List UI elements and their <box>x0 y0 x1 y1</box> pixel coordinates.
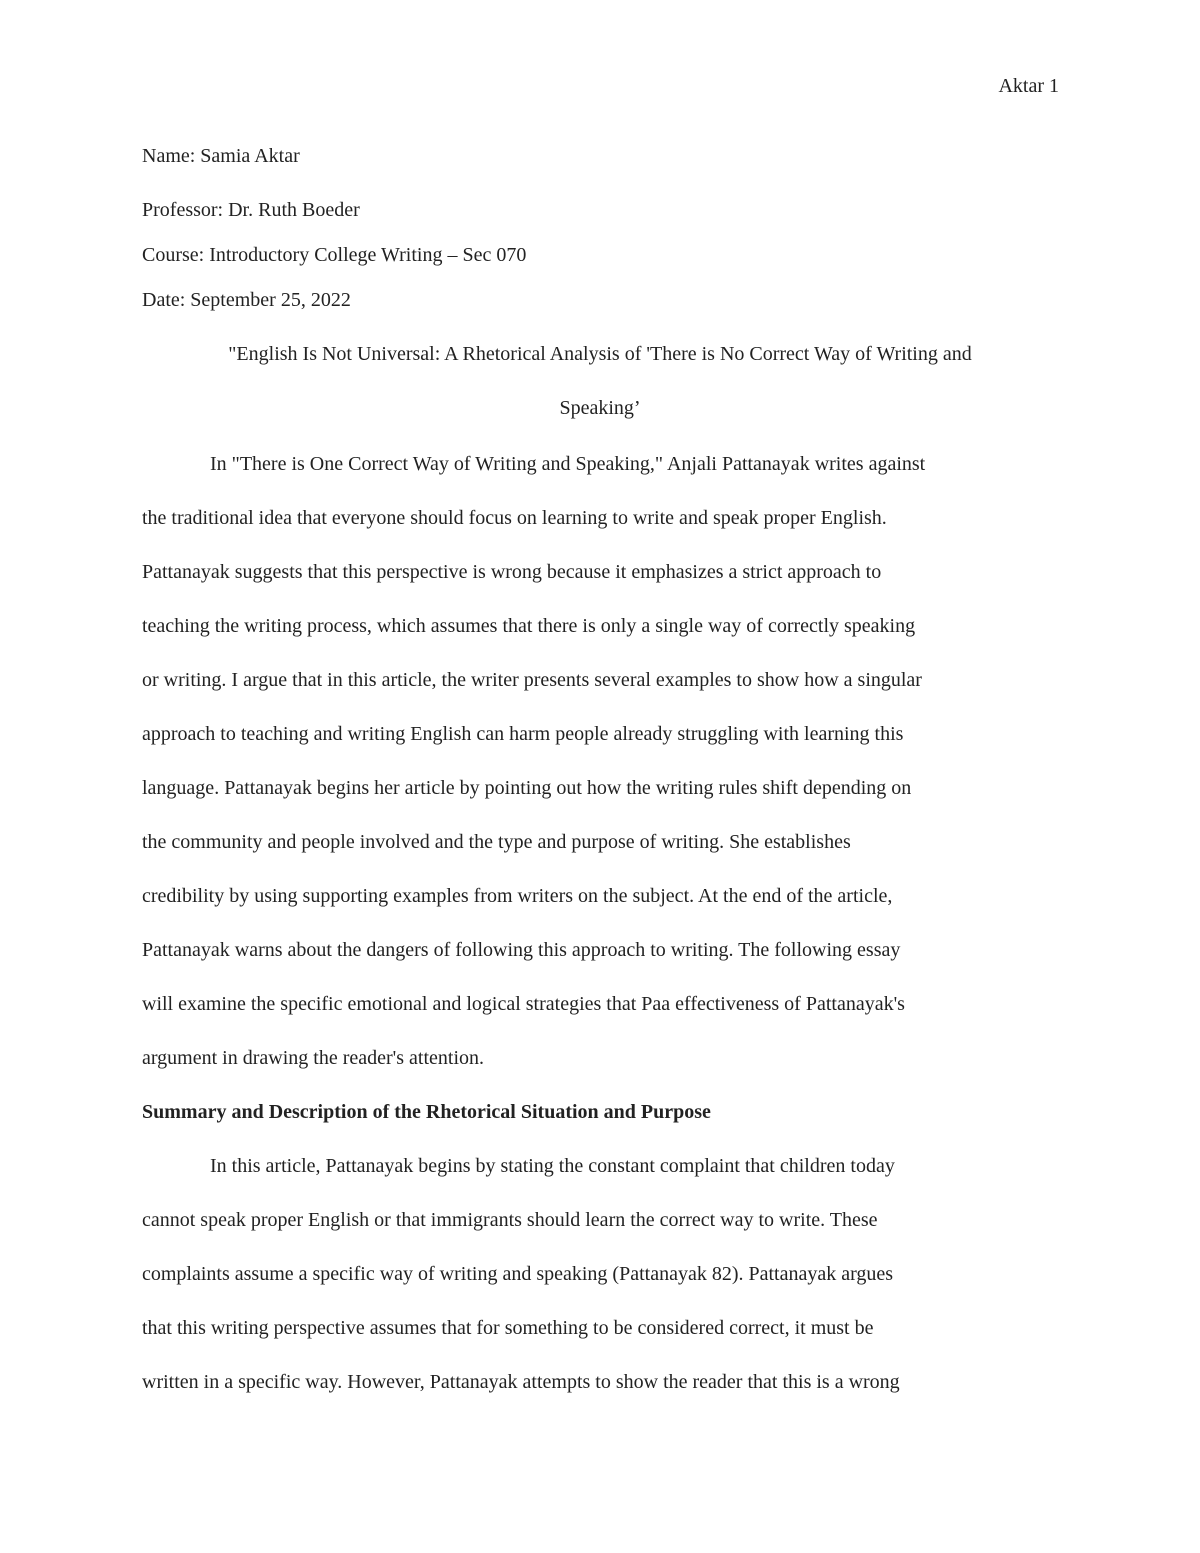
paragraph-1-line: In "There is One Correct Way of Writing and Speaking," Anjali Pattanayak writes against <box>210 453 926 475</box>
paragraph-1-line: the traditional idea that everyone should focus on learning to write and speak proper English. <box>142 507 887 529</box>
paragraph-1-line: teaching the writing process, which assumes that there is only a single way of correctly speaking <box>142 615 916 637</box>
paragraph-1-line: language. Pattanayak begins her article by pointing out how the writing rules shift depending on <box>142 777 912 799</box>
essay-title-line-2: Speaking’ <box>559 397 641 419</box>
paragraph-2-line: In this article, Pattanayak begins by stating the constant complaint that children today <box>210 1155 895 1177</box>
paragraph-1-line: Pattanayak suggests that this perspective is wrong because it emphasizes a strict approach to <box>142 561 882 583</box>
paragraph-1-line: the community and people involved and the type and purpose of writing. She establishes <box>142 831 851 853</box>
date-line: Date: September 25, 2022 <box>142 289 351 311</box>
course-info: Course: Introductory College Writing – Sec 070 <box>142 244 527 266</box>
paragraph-2-line: cannot speak proper English or that immigrants should learn the correct way to write. These <box>142 1209 878 1231</box>
paragraph-2-line: written in a specific way. However, Pattanayak attempts to show the reader that this is a wrong <box>142 1371 900 1393</box>
paragraph-1-line: Pattanayak warns about the dangers of following this approach to writing. The following essay <box>142 939 901 961</box>
paragraph-1-line: argument in drawing the reader's attention. <box>142 1047 485 1069</box>
essay-title-line-1: "English Is Not Universal: A Rhetorical Analysis of 'There is No Correct Way of Writing and <box>228 343 972 365</box>
paragraph-1-line: credibility by using supporting examples from writers on the subject. At the end of the article, <box>142 885 893 907</box>
paragraph-1-line: or writing. I argue that in this article, the writer presents several examples to show how a singular <box>142 669 922 691</box>
student-name: Name: Samia Aktar <box>142 145 300 167</box>
paragraph-1-line: approach to teaching and writing English can harm people already struggling with learning this <box>142 723 904 745</box>
professor-name: Professor: Dr. Ruth Boeder <box>142 199 360 221</box>
paragraph-2-line: complaints assume a specific way of writing and speaking (Pattanayak 82). Pattanayak argues <box>142 1263 894 1285</box>
paragraph-1-line: will examine the specific emotional and logical strategies that Paa effectiveness of Pattanayak's <box>142 993 905 1015</box>
paragraph-2-line: that this writing perspective assumes that for something to be considered correct, it must be <box>142 1317 874 1339</box>
header-page-number: Aktar 1 <box>998 75 1059 97</box>
section-heading: Summary and Description of the Rhetorical Situation and Purpose <box>142 1101 711 1123</box>
